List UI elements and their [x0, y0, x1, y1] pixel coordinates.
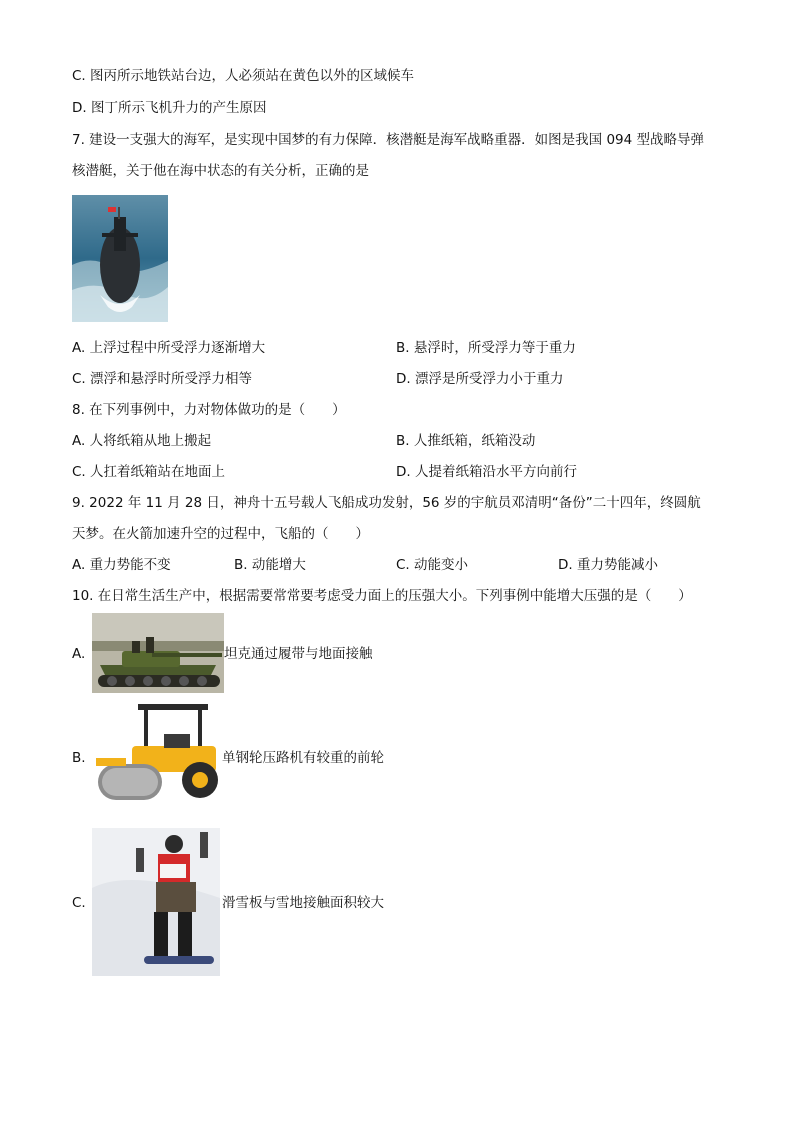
q10-option-b-text: 单钢轮压路机有较重的前轮 [222, 750, 384, 766]
prev-option-c: C. 图丙所示地铁站台边，人必须站在黄色以外的区域候车 [72, 68, 415, 84]
q7-option-c[interactable]: C. 漂浮和悬浮时所受浮力相等 [72, 371, 253, 387]
q9-option-c[interactable]: C. 动能变小 [396, 557, 469, 573]
q8-option-d[interactable]: D. 人提着纸箱沿水平方向前行 [396, 464, 577, 480]
submarine-image [72, 195, 168, 322]
q8-option-c[interactable]: C. 人扛着纸箱站在地面上 [72, 464, 226, 480]
road-roller-image [92, 700, 220, 810]
question-8-stem: 8. 在下列事例中，力对物体做功的是（ ） [72, 402, 346, 418]
q10-option-a-text: 坦克通过履带与地面接触 [224, 646, 373, 662]
q9-option-d[interactable]: D. 重力势能减小 [558, 557, 658, 573]
q8-option-a[interactable]: A. 人将纸箱从地上搬起 [72, 433, 212, 449]
q9-option-a[interactable]: A. 重力势能不变 [72, 557, 171, 573]
q10-option-b-letter[interactable]: B. [72, 750, 86, 766]
question-9-stem-line1: 9. 2022 年 11 月 28 日，神舟十五号载人飞船成功发射，56 岁的宇航员邓清明“备份”二十四年，终圆航 [72, 495, 701, 511]
tank-image [92, 613, 224, 693]
q7-option-d[interactable]: D. 漂浮是所受浮力小于重力 [396, 371, 564, 387]
q9-option-b[interactable]: B. 动能增大 [234, 557, 306, 573]
question-9-stem-line2: 天梦。在火箭加速升空的过程中，飞船的（ ） [72, 526, 369, 542]
q10-option-c-letter[interactable]: C. [72, 895, 86, 911]
q10-option-c-text: 滑雪板与雪地接触面积较大 [222, 895, 384, 911]
q7-option-a[interactable]: A. 上浮过程中所受浮力逐渐增大 [72, 340, 266, 356]
q8-option-b[interactable]: B. 人推纸箱，纸箱没动 [396, 433, 536, 449]
question-7-stem-line2: 核潜艇，关于他在海中状态的有关分析，正确的是 [72, 163, 369, 179]
prev-option-d: D. 图丁所示飞机升力的产生原因 [72, 100, 267, 116]
q7-option-b[interactable]: B. 悬浮时，所受浮力等于重力 [396, 340, 576, 356]
question-7-stem-line1: 7. 建设一支强大的海军，是实现中国梦的有力保障．核潜艇是海军战略重器．如图是我国 094 型战略导弹 [72, 132, 705, 148]
question-10-stem: 10. 在日常生活生产中，根据需要常常要考虑受力面上的压强大小。下列事例中能增大压强的是（ ） [72, 588, 692, 604]
q10-option-a-letter[interactable]: A. [72, 646, 86, 662]
snowboarder-image [92, 828, 220, 976]
